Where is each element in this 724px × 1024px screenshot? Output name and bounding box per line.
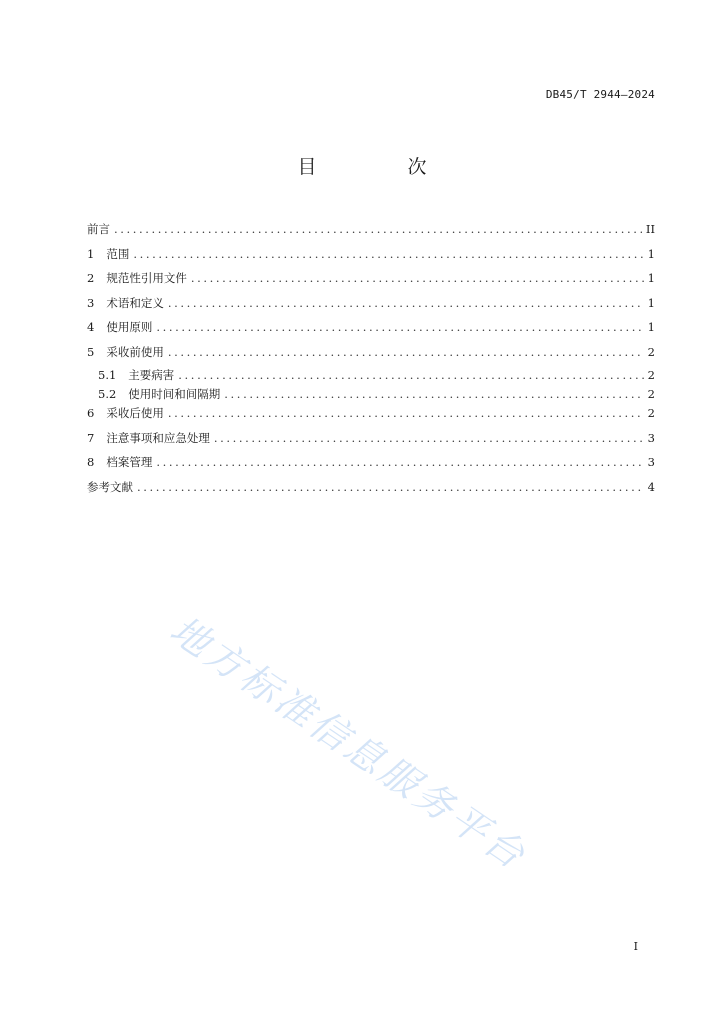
toc-entry-number: 8 <box>87 455 95 469</box>
toc-entry[interactable] <box>87 403 655 428</box>
toc-entry[interactable] <box>87 244 655 269</box>
toc-entry-label: 术语和定义 <box>106 295 164 310</box>
toc-entry[interactable] <box>87 385 655 404</box>
toc-entry-label: 使用原则 <box>106 320 153 334</box>
toc-title: 目 次 <box>297 156 463 178</box>
toc-entry-label: 采收前使用 <box>106 344 164 359</box>
toc-leader-dots <box>168 342 644 362</box>
toc-entry-label: 参考文献 <box>87 479 133 494</box>
document-code: DB45/T 2944—2024 <box>545 88 655 101</box>
toc-entry-number: 5.2 <box>98 386 117 401</box>
toc-list <box>87 219 655 501</box>
toc-entry[interactable] <box>87 293 655 318</box>
toc-leader-dots <box>156 317 643 337</box>
toc-entry-label: 档案管理 <box>106 455 153 469</box>
toc-entry-number: 6 <box>87 406 95 420</box>
toc-entry-number: 4 <box>87 320 95 334</box>
toc-entry-number: 3 <box>87 295 95 310</box>
toc-entry-page: 2 <box>647 344 655 359</box>
toc-leader-dots <box>133 244 643 264</box>
toc-entry-page: 1 <box>647 246 655 261</box>
toc-entry[interactable] <box>87 452 655 477</box>
toc-entry-page: 2 <box>647 386 655 401</box>
toc-entry-page: 3 <box>647 430 655 445</box>
toc-entry-label: 主要病害 <box>128 368 175 382</box>
toc-leader-dots <box>168 293 644 313</box>
toc-entry-label: 使用时间和间隔期 <box>128 386 221 401</box>
toc-entry[interactable] <box>87 428 655 453</box>
toc-leader-dots <box>168 403 644 423</box>
toc-leader-dots <box>137 477 644 497</box>
toc-leader-dots <box>224 385 643 403</box>
toc-entry[interactable] <box>87 219 655 244</box>
toc-entry[interactable] <box>87 317 655 342</box>
toc-leader-dots <box>178 366 643 384</box>
toc-entry[interactable] <box>87 366 655 385</box>
toc-entry[interactable] <box>87 477 655 502</box>
toc-entry-page: 1 <box>647 295 655 310</box>
toc-entry-page: 1 <box>647 320 655 334</box>
toc-entry-label: 范围 <box>106 246 130 261</box>
toc-entry-page: 3 <box>647 455 655 469</box>
watermark: 地方标准信息服务平台 <box>162 607 536 879</box>
toc-leader-dots <box>114 219 642 239</box>
toc-entry-number: 5 <box>87 344 95 359</box>
toc-entry-page: 1 <box>647 271 655 285</box>
toc-entry-label: 采收后使用 <box>106 406 164 420</box>
toc-entry-page: 2 <box>647 406 655 420</box>
page-number: I <box>633 940 638 953</box>
toc-entry[interactable] <box>87 342 655 367</box>
toc-leader-dots <box>156 452 643 472</box>
toc-entry-page: 2 <box>647 368 655 382</box>
toc-entry-page: 4 <box>647 479 655 494</box>
toc-leader-dots <box>214 428 644 448</box>
toc-entry-label: 注意事项和应急处理 <box>106 430 210 445</box>
toc-entry-label: 规范性引用文件 <box>106 271 187 285</box>
toc-entry-label: 前言 <box>87 222 110 236</box>
toc-leader-dots <box>191 268 644 288</box>
toc-entry[interactable] <box>87 268 655 293</box>
toc-entry-page: II <box>645 222 655 236</box>
toc-entry-number: 2 <box>87 271 95 285</box>
toc-entry-number: 5.1 <box>98 368 117 382</box>
toc-entry-number: 7 <box>87 430 95 445</box>
toc-entry-number: 1 <box>87 246 95 261</box>
